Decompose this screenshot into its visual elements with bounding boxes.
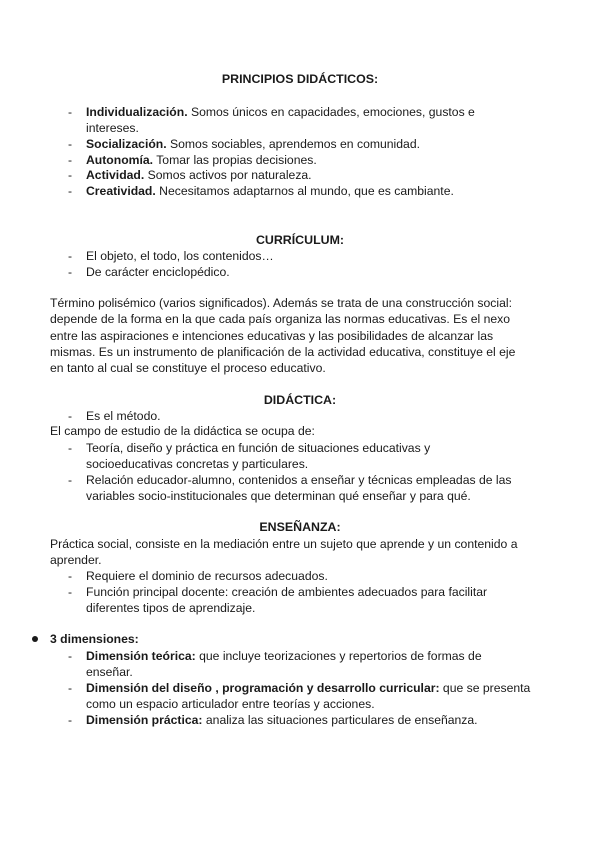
curriculum-heading: CURRÍCULUM: [255, 233, 345, 247]
dash-marker: - [68, 265, 73, 279]
ensenanza-item: Función principal docente: creación de ambientes adecuados para facilitar diferentes tipos de aprendizaje. [86, 585, 488, 615]
dimension-text: que se presenta como un espacio articulador entre teorías y acciones. [86, 681, 531, 711]
bullet-dot-icon [32, 636, 38, 642]
principio-term: Socialización. [86, 137, 167, 151]
dash-marker: - [68, 409, 73, 423]
dash-marker: - [68, 681, 73, 695]
didactica-first-item: Es el método. [86, 409, 161, 423]
dimension-item [86, 648, 506, 680]
principio-term: Creatividad. [86, 184, 156, 198]
dash-marker: - [68, 473, 73, 487]
ensenanza-item: Requiere el dominio de recursos adecuados. [86, 569, 328, 583]
curriculum-item: De carácter enciclopédico. [86, 265, 230, 279]
principio-text: Somos únicos en capacidades, emociones, gustos e intereses. [86, 105, 475, 135]
dash-marker: - [68, 153, 73, 167]
dimensiones-label: 3 dimensiones: [50, 632, 139, 646]
dimension-term: Dimensión práctica: [86, 713, 203, 727]
principio-item [86, 104, 506, 136]
dash-marker: - [68, 168, 73, 182]
dash-marker: - [68, 649, 73, 663]
curriculum-paragraph: Término polisémico (varios significados). Además se trata de una construcción social: depende de la forma en la que cada país organiza las normas educativas. Es el nexo entre las aspiraciones e intenciones educativas y las posibilidades de alcanzar las mismas. Es un instrumento de planificación de la actividad educativa, constituye el eje en tanto al cual se constituye el proceso educativo. [50, 296, 516, 376]
principio-text: Somos sociables, aprendemos en comunidad. [166, 137, 420, 151]
principio-item [86, 183, 506, 199]
ensenanza-paragraph: Práctica social, consiste en la mediación entre un sujeto que aprende y un contenido a aprender. [50, 537, 518, 568]
principio-text: Necesitamos adaptarnos al mundo, que es cambiante. [155, 184, 454, 198]
principio-term: Individualización. [86, 105, 188, 119]
didactica-intro: El campo de estudio de la didáctica se ocupa de: [50, 424, 315, 438]
principios-heading: PRINCIPIOS DIDÁCTICOS: [221, 72, 379, 86]
didactica-item: Teoría, diseño y práctica en función de situaciones educativas y socioeducativas concretas y particulares. [86, 441, 431, 471]
didactica-item: Relación educador-alumno, contenidos a enseñar y técnicas empleadas de las variables socio-institucionales que determinan qué enseñar y para qué. [86, 473, 512, 503]
dash-marker: - [68, 713, 73, 727]
principio-term: Actividad. [86, 168, 145, 182]
principio-text: Tomar las propias decisiones. [153, 153, 317, 167]
ensenanza-heading: ENSEÑANZA: [259, 520, 341, 534]
principio-item [86, 152, 506, 168]
principio-item [86, 167, 506, 183]
dash-marker: - [68, 569, 73, 583]
principio-text: Somos activos por naturaleza. [144, 168, 312, 182]
dash-marker: - [68, 137, 73, 151]
dash-marker: - [68, 249, 73, 263]
dimension-text: que incluye teorizaciones y repertorios de formas de enseñar. [86, 649, 482, 679]
dash-marker: - [68, 105, 73, 119]
didactica-heading: DIDÁCTICA: [263, 393, 337, 407]
dimension-item [86, 712, 516, 728]
dimension-term: Dimensión teórica: [86, 649, 196, 663]
curriculum-item: El objeto, el todo, los contenidos… [86, 249, 274, 263]
dash-marker: - [68, 441, 73, 455]
dimension-text: analiza las situaciones particulares de enseñanza. [202, 713, 478, 727]
principio-term: Autonomía. [86, 153, 154, 167]
principio-item [86, 136, 506, 152]
dimension-term: Dimensión del diseño , programación y desarrollo curricular: [86, 681, 440, 695]
dash-marker: - [68, 184, 73, 198]
dash-marker: - [68, 585, 73, 599]
dimension-item [86, 680, 536, 712]
